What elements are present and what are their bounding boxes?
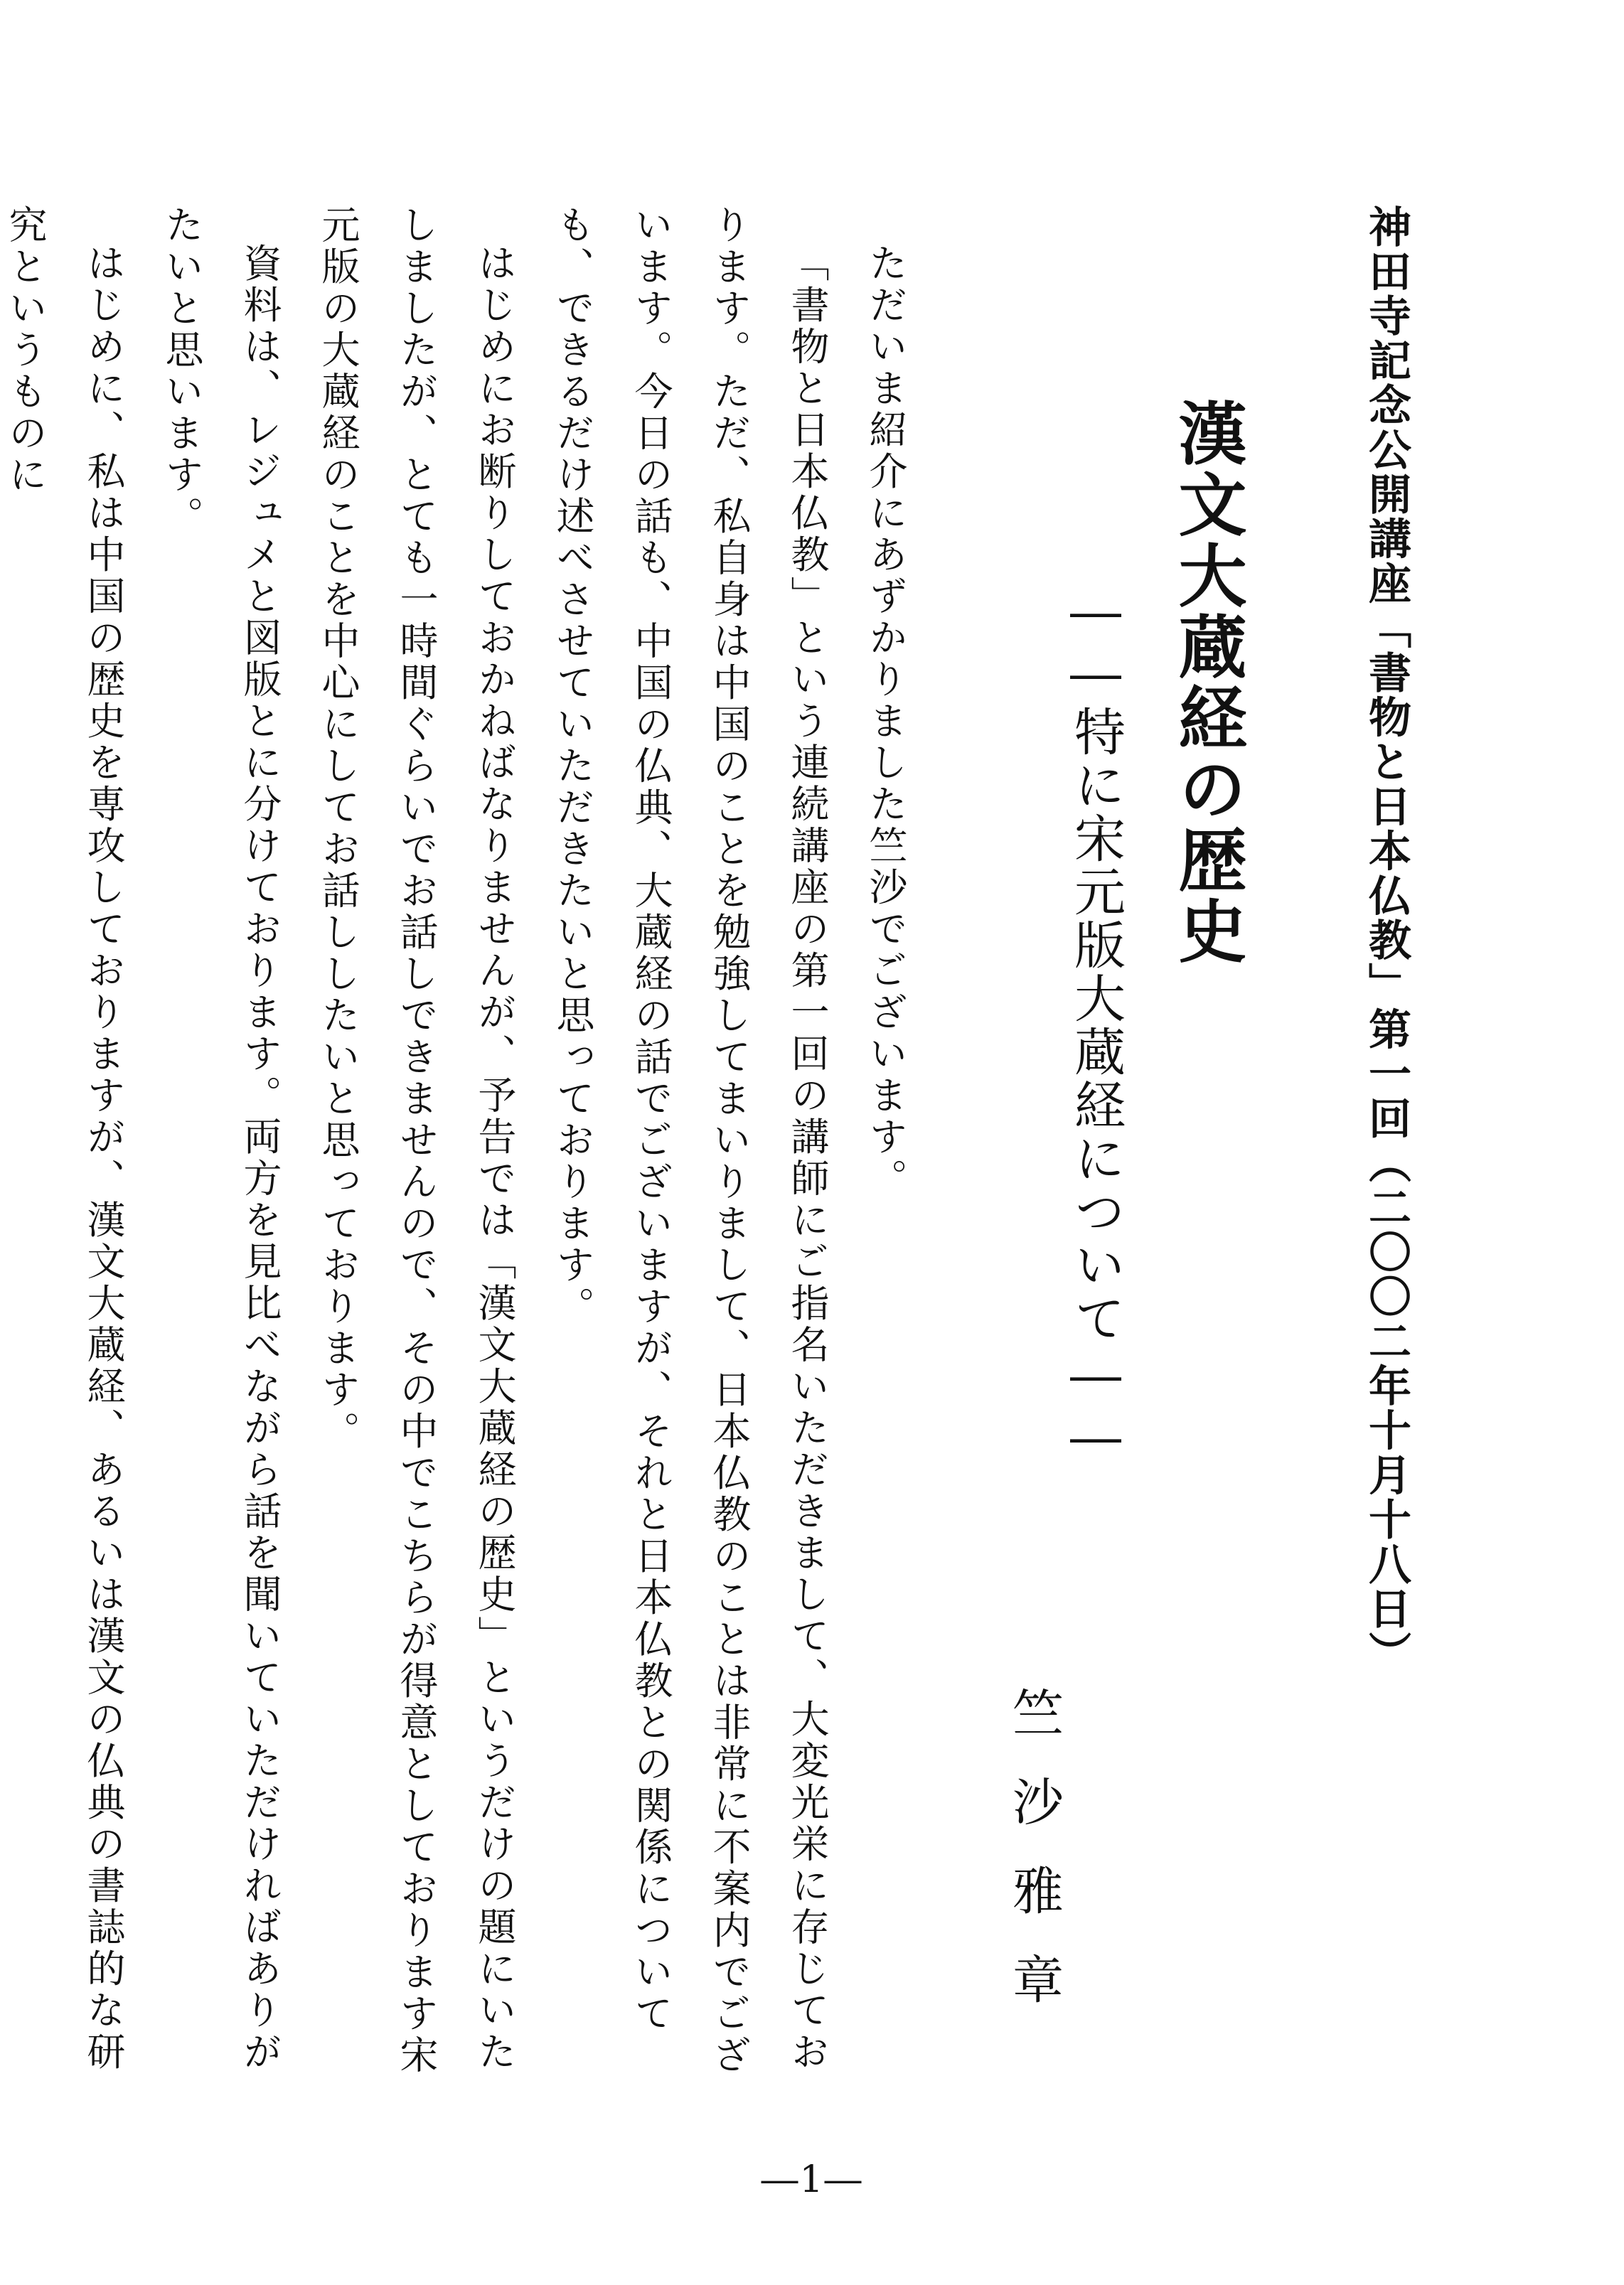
page-title: 漢文大蔵経の歴史 (1168, 398, 1248, 967)
paragraph: 「書物と日本仏教」という連続講座の第一回の講師にご指名いただきまして、大変光栄に存じております。ただ、私自身は中国のことを勉強してまいりまして、日本仏教のことは非常に不案内でございます。今日の話も、中国の仏典、大蔵経の話でございますが、それと日本仏教との関係についても、できるだけ述べさせていただきたいと思っております。 (550, 205, 830, 2077)
paragraph: 資料は、レジュメと図版とに分けております。両方を見比べながら話を聞いていただければありがたいと思います。 (159, 205, 282, 2073)
paragraph: ただいま紹介にあずかりました竺沙でございます。 (863, 243, 908, 1200)
page-number: ―1― (761, 2158, 863, 2201)
author-name: 竺沙雅章 (1004, 1686, 1064, 2042)
series-heading: 神田寺記念公開講座「書物と日本仏教」第一回（二〇〇二年十月十八日） (1362, 205, 1411, 1676)
paragraph: はじめにお断りしておかねばなりませんが、予告では「漢文大蔵経の歴史」というだけの題にいたしましたが、とても一時間ぐらいでお話しできませんので、その中でこちらが得意としております宋元版の大蔵経のことを中心にしてお話ししたいと思っております。 (316, 205, 517, 2077)
paragraph: はじめに、私は中国の歴史を専攻しておりますが、漢文大蔵経、あるいは漢文の仏典の書誌的な研究というものに (3, 205, 126, 2073)
subtitle: ――特に宋元版大蔵経について―― (1066, 582, 1126, 1469)
body-text (3, 205, 924, 2082)
